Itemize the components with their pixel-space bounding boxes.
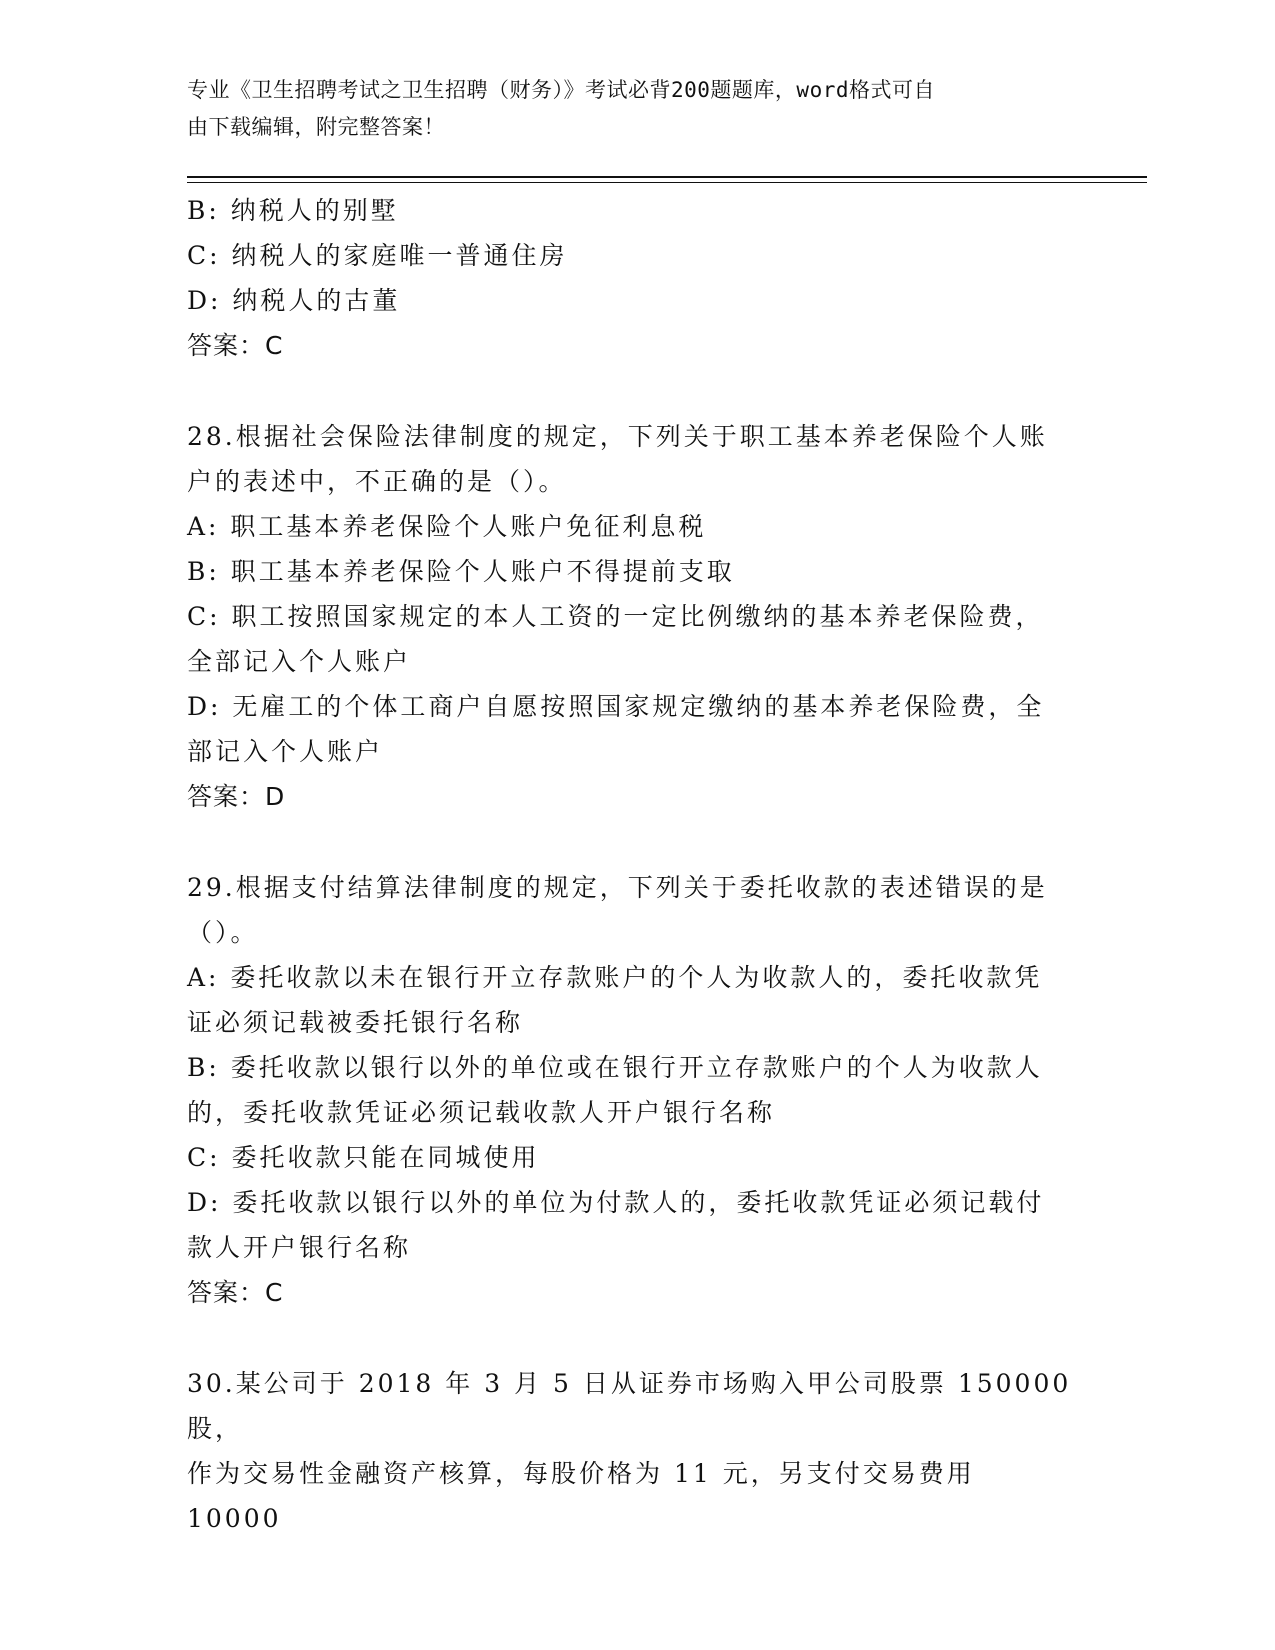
previous-question-tail: [187, 188, 1077, 368]
option-b-line-1: B: 委托收款以银行以外的单位或在银行开立存款账户的个人为收款人: [187, 1053, 1043, 1082]
option-b: B: 纳税人的别墅: [187, 196, 399, 225]
question-29: [187, 865, 1077, 1315]
page-header: [187, 72, 1067, 146]
option-b-line-2: 的，委托收款凭证必须记载收款人开户银行名称: [187, 1098, 776, 1127]
header-rule-thin: [187, 182, 1147, 183]
question-30: [187, 1361, 1077, 1541]
question-text-line-2: 作为交易性金融资产核算，每股价格为 11 元，另支付交易费用 10000: [187, 1459, 975, 1533]
question-text-line-1: 30.某公司于 2018 年 3 月 5 日从证券市场购入甲公司股票 150000 股，: [187, 1369, 1072, 1443]
answer: 答案：C: [187, 1278, 284, 1307]
option-c-line-2: 全部记入个人账户: [187, 647, 412, 676]
question-text-line-1: 28.根据社会保险法律制度的规定，下列关于职工基本养老保险个人账: [187, 422, 1048, 451]
option-d-line-1: D: 委托收款以银行以外的单位为付款人的，委托收款凭证必须记载付: [187, 1188, 1045, 1217]
option-a-line-2: 证必须记载被委托银行名称: [187, 1008, 524, 1037]
question-text-line-2: 户的表述中，不正确的是（）。: [187, 467, 567, 496]
question-28: [187, 414, 1077, 819]
question-text-line-2: （）。: [187, 918, 259, 947]
option-a: A: 职工基本养老保险个人账户免征利息税: [187, 512, 707, 541]
option-c-line-1: C: 职工按照国家规定的本人工资的一定比例缴纳的基本养老保险费，: [187, 602, 1044, 631]
answer: 答案：D: [187, 782, 286, 811]
option-d-line-1: D: 无雇工的个体工商户自愿按照国家规定缴纳的基本养老保险费，全: [187, 692, 1045, 721]
option-d: D: 纳税人的古董: [187, 286, 401, 315]
document-body: [187, 188, 1077, 1541]
header-line-1: 专业《卫生招聘考试之卫生招聘（财务）》考试必背200题题库，word格式可自: [187, 78, 935, 102]
option-d-line-2: 款人开户银行名称: [187, 1233, 412, 1262]
question-text-line-1: 29.根据支付结算法律制度的规定，下列关于委托收款的表述错误的是: [187, 873, 1048, 902]
header-rule-thick: [187, 176, 1147, 178]
option-b: B: 职工基本养老保险个人账户不得提前支取: [187, 557, 735, 586]
option-d-line-2: 部记入个人账户: [187, 737, 384, 766]
option-c: C: 委托收款只能在同城使用: [187, 1143, 540, 1172]
header-line-2: 由下载编辑，附完整答案！: [187, 115, 445, 139]
option-a-line-1: A: 委托收款以未在银行开立存款账户的个人为收款人的，委托收款凭: [187, 963, 1043, 992]
answer: 答案：C: [187, 331, 284, 360]
option-c: C: 纳税人的家庭唯一普通住房: [187, 241, 568, 270]
